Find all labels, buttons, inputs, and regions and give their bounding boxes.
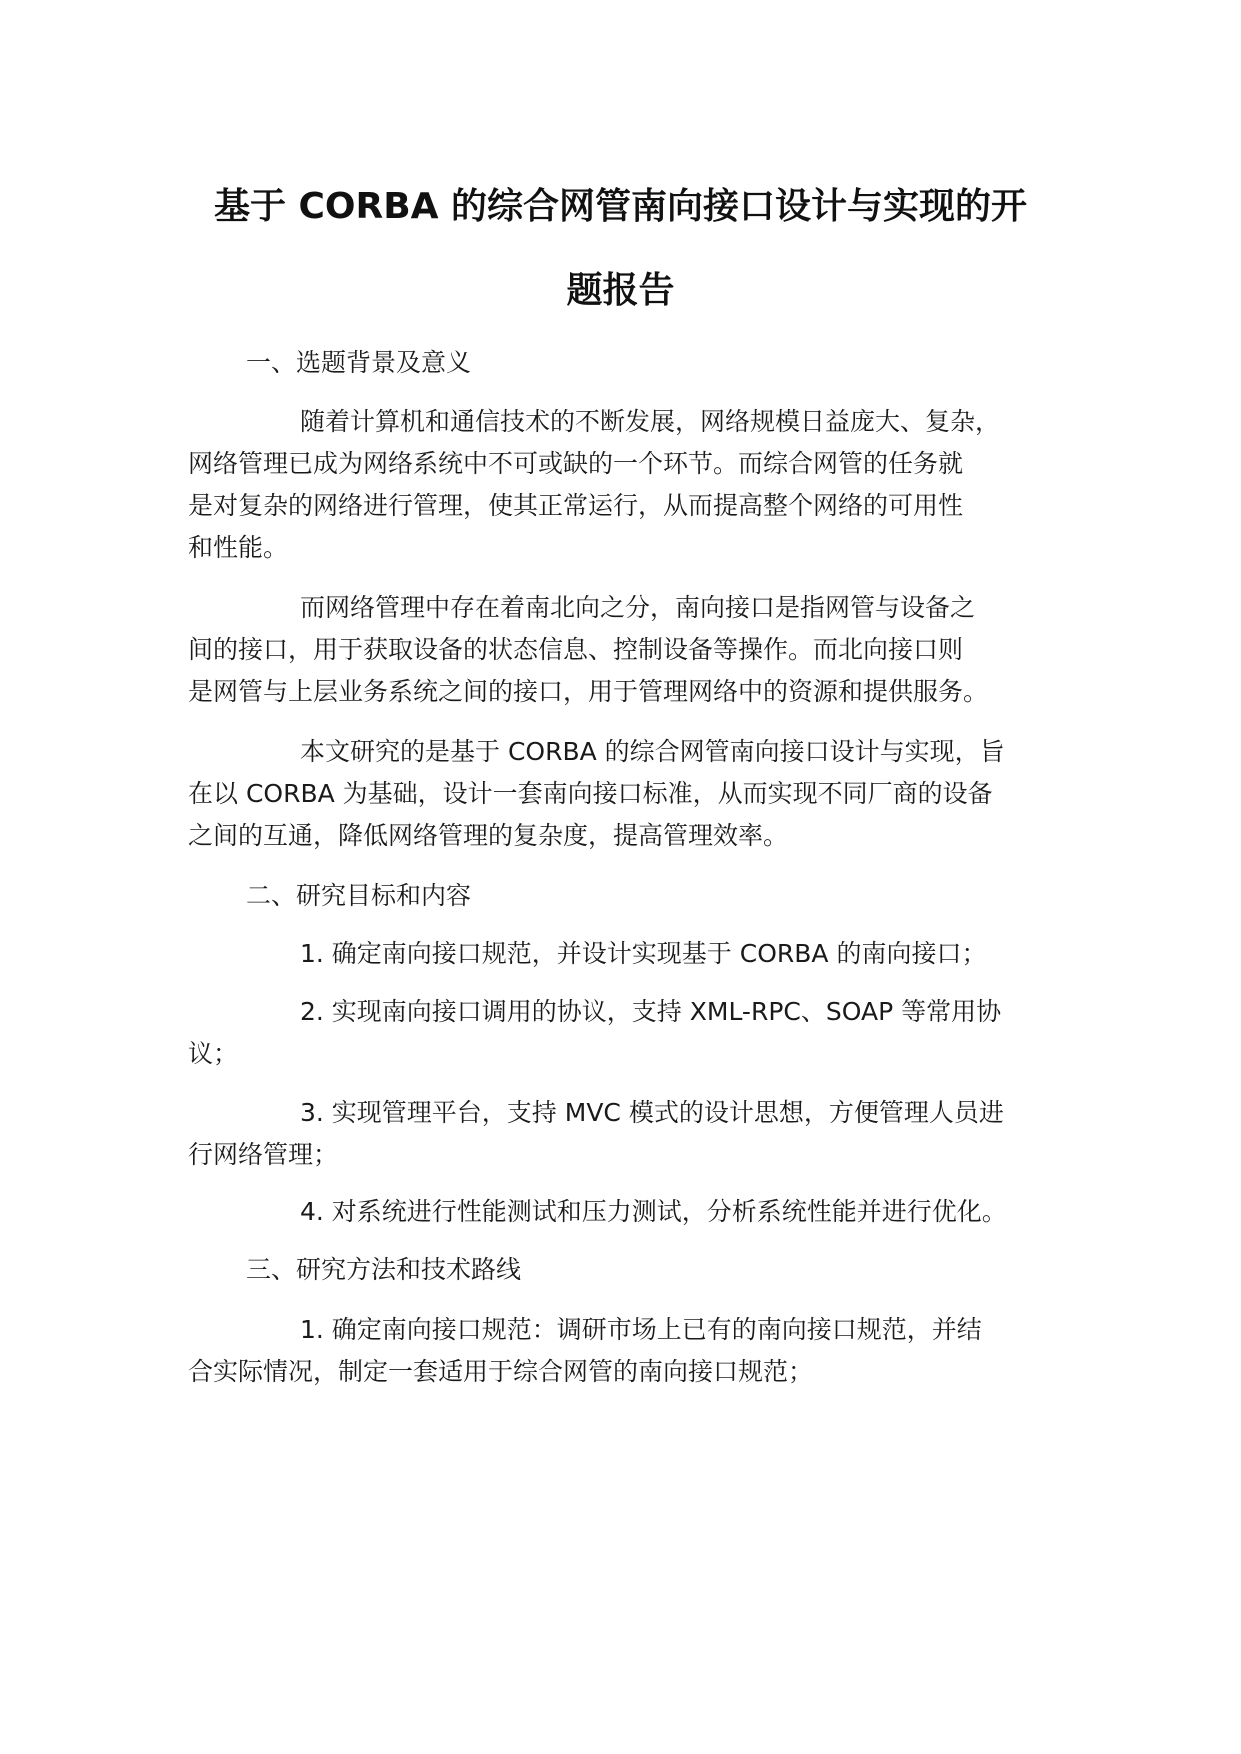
goal-3-line-1: 3. 实现管理平台，支持 MVC 模式的设计思想，方便管理人员进	[300, 1098, 1004, 1127]
paragraph-3-line-1: 本文研究的是基于 CORBA 的综合网管南向接口设计与实现，旨	[300, 737, 1005, 766]
paragraph-3-line-3: 之间的互通，降低网络管理的复杂度，提高管理效率。	[188, 821, 789, 850]
goal-2-line-1: 2. 实现南向接口调用的协议，支持 XML-RPC、SOAP 等常用协	[300, 997, 1002, 1026]
document-title-line-2: 题报告	[566, 270, 675, 311]
paragraph-2-line-2: 间的接口，用于获取设备的状态信息、控制设备等操作。而北向接口则	[188, 635, 964, 664]
paragraph-1-line-1: 随着计算机和通信技术的不断发展，网络规模日益庞大、复杂，	[300, 407, 1001, 436]
goal-1: 1. 确定南向接口规范，并设计实现基于 CORBA 的南向接口；	[300, 939, 987, 968]
goal-2-line-2: 议；	[188, 1039, 239, 1068]
document-title-line-1: 基于 CORBA 的综合网管南向接口设计与实现的开	[213, 186, 1028, 227]
paragraph-2-line-3: 是网管与上层业务系统之间的接口，用于管理网络中的资源和提供服务。	[188, 677, 989, 706]
paragraph-3-line-2: 在以 CORBA 为基础，设计一套南向接口标准，从而实现不同厂商的设备	[188, 779, 993, 808]
section-2-heading: 二、研究目标和内容	[246, 881, 472, 910]
section-3-heading: 三、研究方法和技术路线	[246, 1255, 522, 1284]
paragraph-1-line-2: 网络管理已成为网络系统中不可或缺的一个环节。而综合网管的任务就	[188, 449, 964, 478]
paragraph-1-line-3: 是对复杂的网络进行管理，使其正常运行，从而提高整个网络的可用性	[188, 491, 964, 520]
goal-3-line-2: 行网络管理；	[188, 1140, 339, 1169]
paragraph-1-line-4: 和性能。	[188, 533, 289, 562]
paragraph-2-line-1: 而网络管理中存在着南北向之分，南向接口是指网管与设备之	[300, 593, 976, 622]
section-1-heading: 一、选题背景及意义	[246, 348, 472, 377]
method-1-line-1: 1. 确定南向接口规范：调研市场上已有的南向接口规范，并结	[300, 1315, 982, 1344]
method-1-line-2: 合实际情况，制定一套适用于综合网管的南向接口规范；	[188, 1357, 814, 1386]
goal-4: 4. 对系统进行性能测试和压力测试，分析系统性能并进行优化。	[300, 1197, 1007, 1226]
